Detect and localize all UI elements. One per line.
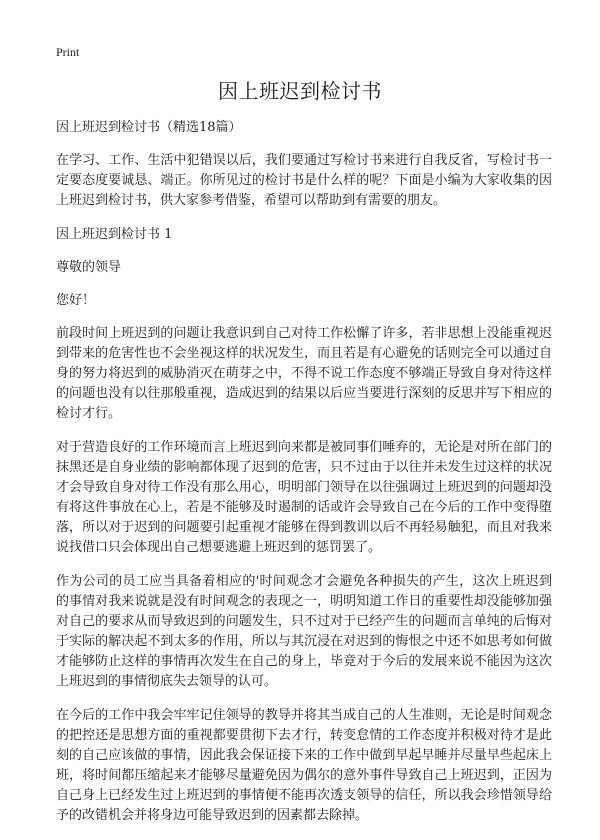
print-link[interactable]: Print xyxy=(56,45,80,59)
document-title: 因上班迟到检讨书 xyxy=(218,79,382,103)
body-paragraph: 对于营造良好的工作环境而言上班迟到向来都是被同事们唾弃的，无论是对所在部门的抹黑还是自身业绩的影响都体现了迟到的危害，只不过由于以往并未发生过这样的状况才会导致自身对待工作没有那么用心，明明部门领导在以往强调过上班迟到的问题却没有将这件事放在心上，若是不能够及时遏制的话或许会导致自己在今后的工作中变得堕落，所以对于迟到的问题要引起重视才能够在得到教训以后不再轻易触犯，而且对我来说找借口只会体现出自己想要逃避上班迟到的惩罚罢了。 xyxy=(56,440,552,555)
body-paragraph: 作为公司的员工应当具备着相应的'时间观念才会避免各种损失的产生，这次上班迟到的事情对我来说就是没有时间观念的表现之一，明明知道工作日的重要性却没能够加强对自己的要求从而导致迟到的问题发生，只不过对于已经产生的问题而言单纯的后悔对于实际的解决起不到太多的作用，所以与其沉浸在对迟到的悔恨之中还不如思考如何做才能够防止这样的事情再次发生在自己的身上，毕竟对于今后的发展来说不能因为这次上班迟到的事情彻底失去领导的认可。 xyxy=(56,574,552,689)
body-paragraph: 在今后的工作中我会牢牢记住领导的教导并将其当成自己的人生准则，无论是时间观念的把控还是思想方面的重视都要贯彻下去才行，转变怠情的工作态度并积极对待才是此刻的自己应该做的事情，因此我会保证接下来的工作中做到早起早睡并尽量早些起床上班，将时间都压缩起来才能够尽量避免因为偶尔的意外事件导致自己上班迟到，正因为自己身上已经发生过上班迟到的事情便不能再次透支领导的信任，所以我会珍惜领导给予的改错机会并将身边可能导致迟到的因素都去除掉。 xyxy=(56,708,552,823)
greeting: 您好！ xyxy=(56,293,96,308)
body-paragraph: 前段时间上班迟到的问题让我意识到自己对待工作松懈了许多，若非思想上没能重视迟到带来的危害性也不会坐视这样的状况发生，而且若是有心避免的话则完全可以通过自身的努力将迟到的威胁消灭在萌芽之中，不得不说工作态度不够端正导致自身对待这样的问题也没有以往那般重视，造成迟到的结果以后应当要进行深刻的反思并写下相应的检讨才行。 xyxy=(56,326,552,421)
document-subtitle: 因上班迟到检讨书（精选18篇） xyxy=(56,120,242,135)
salutation: 尊敬的领导 xyxy=(56,260,122,275)
document-body xyxy=(56,118,552,840)
section-heading: 因上班迟到检讨书 1 xyxy=(56,227,173,242)
intro-paragraph: 在学习、工作、生活中犯错误以后，我们要通过写检讨书来进行自我反省，写检讨书一定要态度要诚恳、端正。你所见过的检讨书是什么样的呢？下面是小编为大家收集的因上班迟到检讨书，供大家参考借鉴，希望可以帮助到有需要的朋友。 xyxy=(56,153,552,208)
